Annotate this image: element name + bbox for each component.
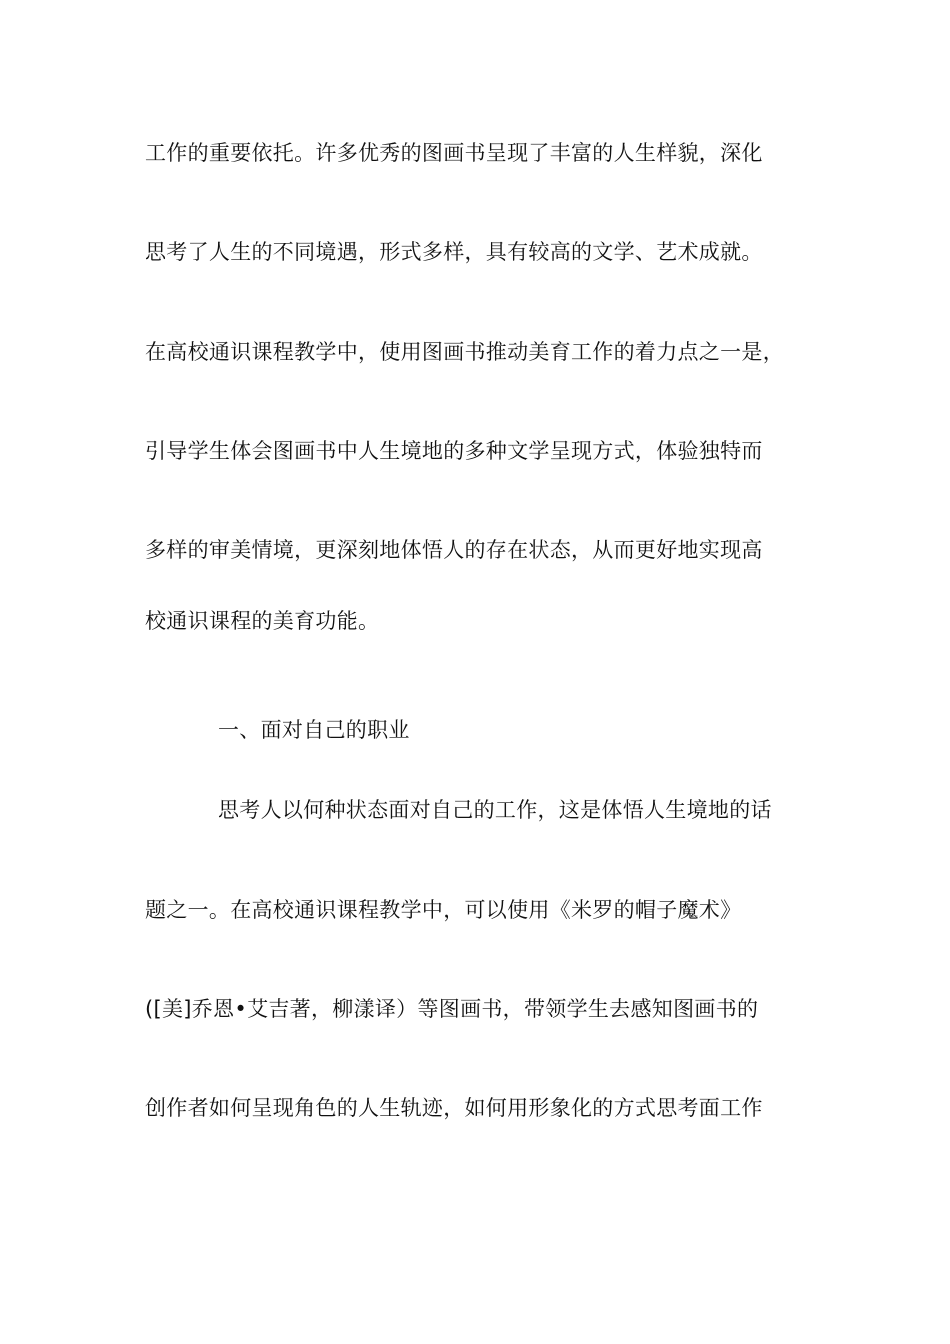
paragraph-line-6: 校通识课程的美育功能。 bbox=[145, 609, 380, 633]
section-paragraph-line-3: ([美]乔恩•艾吉著，柳漾译）等图画书，带领学生去感知图画书的 bbox=[145, 997, 759, 1021]
paragraph-line-5: 多样的审美情境，更深刻地体悟人的存在状态，从而更好地实现高 bbox=[145, 538, 763, 562]
section-paragraph-line-1: 思考人以何种状态面对自己的工作，这是体悟人生境地的话 bbox=[218, 798, 772, 822]
paragraph-line-3: 在高校通识课程教学中，使用图画书推动美育工作的着力点之一是， bbox=[145, 340, 784, 364]
section-heading: 一、面对自己的职业 bbox=[218, 718, 410, 742]
paragraph-line-1: 工作的重要依托。许多优秀的图画书呈现了丰富的人生样貌，深化 bbox=[145, 141, 763, 165]
section-paragraph-line-4: 创作者如何呈现角色的人生轨迹，如何用形象化的方式思考面工作 bbox=[145, 1096, 763, 1120]
section-paragraph-line-2: 题之一。在高校通识课程教学中，可以使用《米罗的帽子魔术》 bbox=[145, 898, 742, 922]
paragraph-line-4: 引导学生体会图画书中人生境地的多种文学呈现方式，体验独特而 bbox=[145, 439, 763, 463]
paragraph-line-2: 思考了人生的不同境遇，形式多样，具有较高的文学、艺术成就。 bbox=[145, 240, 763, 264]
